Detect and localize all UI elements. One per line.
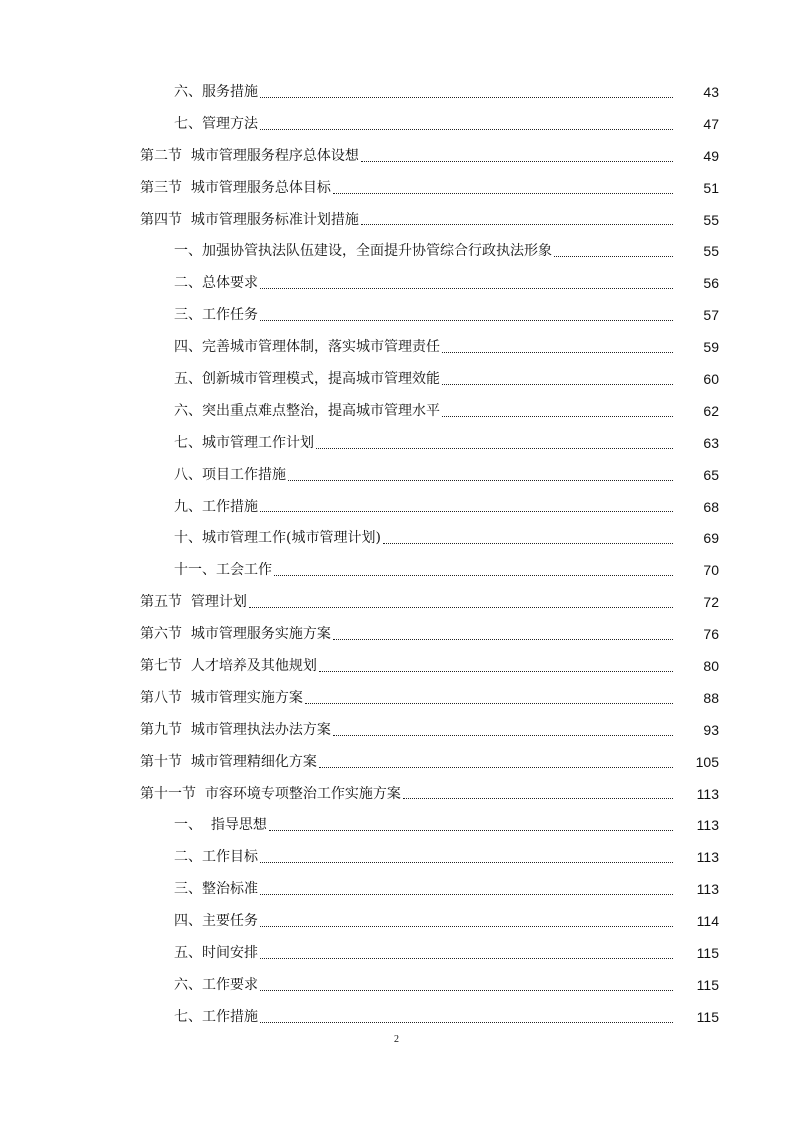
toc-entry-page-number: 43 [703, 83, 719, 100]
toc-section-entry[interactable] [0, 172, 793, 204]
toc-dot-leader [260, 128, 673, 130]
toc-dot-leader [319, 766, 673, 768]
toc-entry-page-number: 114 [696, 913, 719, 930]
toc-entry-page-number: 60 [703, 370, 719, 387]
toc-subsection-entry[interactable] [0, 969, 793, 1001]
toc-entry-page-number: 51 [703, 179, 719, 196]
toc-section-entry[interactable] [0, 140, 793, 172]
toc-subsection-entry[interactable] [0, 363, 793, 395]
toc-entry-title: 第六节 城市管理服务实施方案 [140, 626, 331, 643]
toc-subsection-entry[interactable] [0, 331, 793, 363]
page-number: 2 [394, 1034, 399, 1045]
toc-entry-title: 第七节 人才培养及其他规划 [140, 657, 317, 674]
toc-entry-page-number: 55 [703, 243, 719, 260]
toc-subsection-entry[interactable] [0, 522, 793, 554]
toc-dot-leader [260, 287, 673, 289]
toc-entry-title: 九、工作措施 [174, 498, 258, 515]
toc-subsection-entry[interactable] [0, 267, 793, 299]
toc-dot-leader [383, 542, 673, 544]
toc-dot-leader [442, 351, 673, 353]
toc-dot-leader [361, 160, 673, 162]
toc-entry-title: 六、工作要求 [174, 976, 258, 993]
toc-entry-title: 六、服务措施 [174, 83, 258, 100]
toc-entry-title: 三、工作任务 [174, 307, 258, 324]
toc-entry-page-number: 93 [703, 721, 719, 738]
toc-entry-page-number: 105 [695, 753, 719, 770]
toc-entry-page-number: 47 [703, 115, 719, 132]
toc-entry-title: 第三节 城市管理服务总体目标 [140, 179, 331, 196]
toc-section-entry[interactable] [0, 586, 793, 618]
toc-entry-page-number: 113 [696, 849, 719, 866]
toc-subsection-entry[interactable] [0, 427, 793, 459]
toc-entry-page-number: 70 [703, 562, 719, 579]
toc-entry-page-number: 76 [703, 626, 719, 643]
toc-entry-page-number: 65 [703, 466, 719, 483]
toc-entry-page-number: 63 [703, 434, 719, 451]
toc-entry-title: 八、项目工作措施 [174, 466, 286, 483]
toc-entry-page-number: 49 [703, 147, 719, 164]
toc-dot-leader [260, 319, 673, 321]
toc-subsection-entry[interactable] [0, 809, 793, 841]
toc-entry-title: 第四节 城市管理服务标准计划措施 [140, 211, 359, 228]
toc-entry-title: 第九节 城市管理执法办法方案 [140, 721, 331, 738]
toc-subsection-entry[interactable] [0, 491, 793, 523]
toc-entry-title: 五、创新城市管理模式，提高城市管理效能 [174, 370, 440, 387]
toc-section-entry[interactable] [0, 714, 793, 746]
toc-subsection-entry[interactable] [0, 873, 793, 905]
toc-entry-title: 一、加强协管执法队伍建设，全面提升协管综合行政执法形象 [174, 243, 552, 260]
toc-dot-leader [305, 702, 673, 704]
toc-dot-leader [288, 479, 673, 481]
toc-entry-title: 四、主要任务 [174, 913, 258, 930]
toc-entry-title: 第十节 城市管理精细化方案 [140, 753, 317, 770]
toc-section-entry[interactable] [0, 204, 793, 236]
toc-subsection-entry[interactable] [0, 841, 793, 873]
toc-section-entry[interactable] [0, 682, 793, 714]
toc-entry-title: 二、工作目标 [174, 849, 258, 866]
toc-dot-leader [442, 415, 673, 417]
toc-subsection-entry[interactable] [0, 459, 793, 491]
toc-dot-leader [260, 925, 673, 927]
toc-entry-page-number: 62 [703, 402, 719, 419]
toc-entry-title: 一、 指导思想 [174, 817, 267, 834]
toc-section-entry[interactable] [0, 778, 793, 810]
toc-dot-leader [260, 957, 673, 959]
toc-entry-title: 七、城市管理工作计划 [174, 434, 314, 451]
toc-entry-page-number: 57 [703, 307, 719, 324]
toc-dot-leader [260, 510, 673, 512]
toc-subsection-entry[interactable] [0, 76, 793, 108]
toc-subsection-entry[interactable] [0, 108, 793, 140]
toc-entry-title: 第二节 城市管理服务程序总体设想 [140, 147, 359, 164]
toc-subsection-entry[interactable] [0, 937, 793, 969]
toc-entry-title: 四、完善城市管理体制，落实城市管理责任 [174, 339, 440, 356]
toc-entry-page-number: 115 [696, 1008, 719, 1025]
toc-entry-page-number: 80 [703, 657, 719, 674]
toc-dot-leader [333, 638, 673, 640]
toc-dot-leader [260, 893, 673, 895]
toc-subsection-entry[interactable] [0, 235, 793, 267]
toc-dot-leader [269, 829, 673, 831]
toc-entry-page-number: 113 [696, 817, 719, 834]
toc-entry-page-number: 59 [703, 339, 719, 356]
toc-entry-title: 十一、工会工作 [174, 562, 272, 579]
toc-entry-page-number: 55 [703, 211, 719, 228]
toc-dot-leader [333, 734, 673, 736]
toc-dot-leader [274, 574, 673, 576]
toc-entry-page-number: 115 [696, 976, 719, 993]
toc-entry-page-number: 88 [703, 689, 719, 706]
toc-subsection-entry[interactable] [0, 1001, 793, 1033]
toc-dot-leader [260, 989, 673, 991]
toc-dot-leader [361, 223, 673, 225]
toc-subsection-entry[interactable] [0, 395, 793, 427]
toc-dot-leader [442, 383, 673, 385]
toc-dot-leader [333, 192, 673, 194]
toc-entry-page-number: 115 [696, 944, 719, 961]
toc-entry-title: 五、时间安排 [174, 944, 258, 961]
toc-entry-page-number: 69 [703, 530, 719, 547]
toc-entry-page-number: 72 [703, 594, 719, 611]
toc-entry-title: 二、总体要求 [174, 275, 258, 292]
toc-dot-leader [260, 1021, 673, 1023]
toc-section-entry[interactable] [0, 746, 793, 778]
toc-entry-page-number: 113 [696, 881, 719, 898]
toc-entry-title: 六、突出重点难点整治，提高城市管理水平 [174, 402, 440, 419]
toc-entry-page-number: 56 [703, 275, 719, 292]
toc-entry-title: 七、管理方法 [174, 115, 258, 132]
toc-entry-title: 第五节 管理计划 [140, 594, 247, 611]
toc-entry-page-number: 68 [703, 498, 719, 515]
toc-dot-leader [403, 797, 673, 799]
toc-entry-title: 第八节 城市管理实施方案 [140, 689, 303, 706]
toc-dot-leader [316, 447, 673, 449]
toc-entry-title: 七、工作措施 [174, 1008, 258, 1025]
toc-dot-leader [260, 96, 673, 98]
toc-subsection-entry[interactable] [0, 905, 793, 937]
table-of-contents [0, 76, 793, 1033]
toc-entry-title: 第十一节 市容环境专项整治工作实施方案 [140, 785, 401, 802]
toc-section-entry[interactable] [0, 618, 793, 650]
toc-dot-leader [554, 255, 673, 257]
toc-subsection-entry[interactable] [0, 299, 793, 331]
toc-dot-leader [249, 606, 673, 608]
toc-dot-leader [319, 670, 673, 672]
toc-entry-title: 三、整治标准 [174, 881, 258, 898]
toc-entry-page-number: 113 [696, 785, 719, 802]
toc-section-entry[interactable] [0, 650, 793, 682]
toc-entry-title: 十、城市管理工作(城市管理计划) [174, 530, 381, 547]
toc-subsection-entry[interactable] [0, 554, 793, 586]
toc-dot-leader [260, 861, 673, 863]
